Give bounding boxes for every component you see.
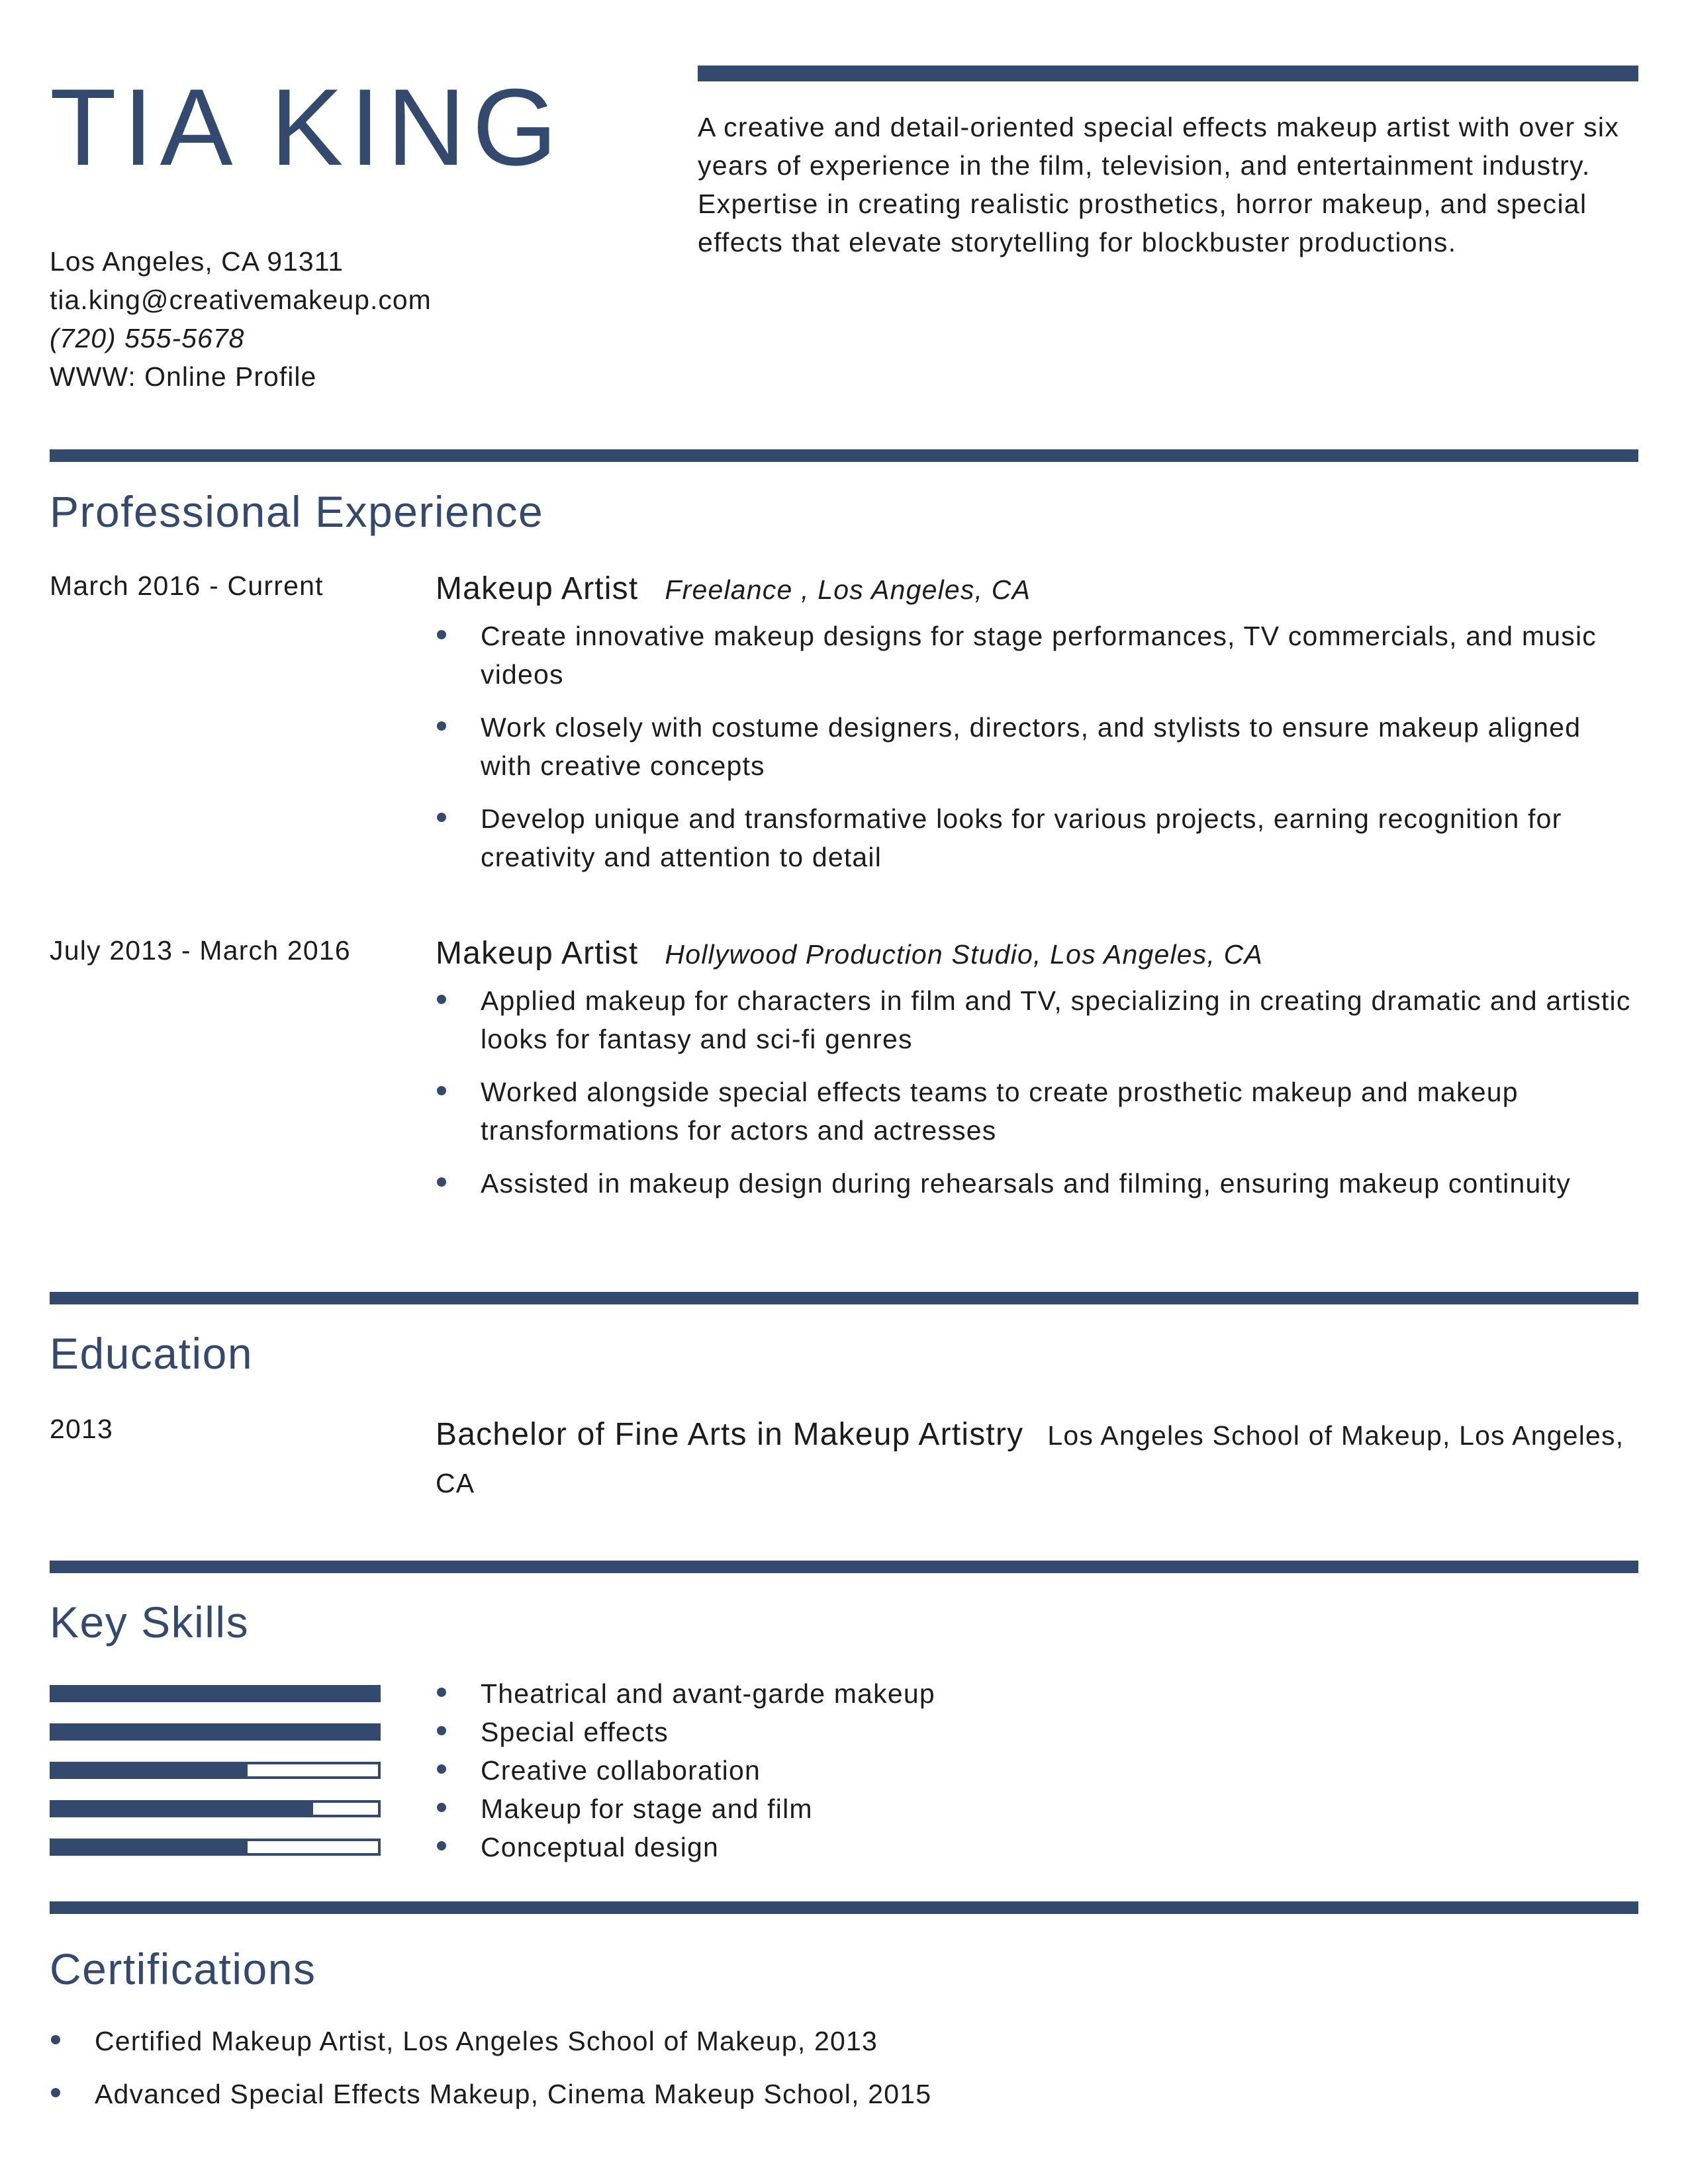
education-entry [436,1411,1638,1507]
job-title: Makeup Artist [436,936,639,971]
bullet-icon [437,1841,446,1850]
section-divider [50,1901,1638,1914]
education-year: 2013 [50,1414,114,1444]
job-entry [436,935,1638,1217]
bullet-icon [437,1726,446,1735]
job-dates: July 2013 - March 2016 [50,935,351,966]
education-section-title: Education [50,1329,254,1378]
skill-level-bar [50,1723,381,1741]
job-title: Makeup Artist [436,571,639,606]
degree-name: Bachelor of Fine Arts in Makeup Artistry [436,1417,1024,1452]
skill-level-bar [50,1762,381,1779]
email-link[interactable]: tia.king@creativemakeup.com [50,285,432,315]
professional-summary: A creative and detail-oriented special effects makeup artist with over six years of experience in the film, television, and entertainment industry. Expertise in creating realistic prosthetics, horror makeup, and special effects that elevate storytelling for blockbuster productions. [698,112,1620,257]
address: Los Angeles, CA 91311 [50,246,344,277]
job-company: Freelance , Los Angeles, CA [665,574,1031,605]
skills-list [436,1674,935,1866]
job-bullet: Worked alongside special effects teams to create prosthetic makeup and makeup transformations for actors and actresses [436,1073,1638,1150]
bullet-icon [437,995,446,1004]
job-company: Hollywood Production Studio, Los Angeles, CA [665,939,1264,970]
skill-level-bar [50,1685,381,1702]
bullet-icon [437,1177,446,1187]
skill-level-bar [50,1839,381,1856]
bullet-icon [437,1086,446,1095]
job-dates: March 2016 - Current [50,570,324,601]
summary-divider [698,66,1638,81]
school-name: Los Angeles School of Makeup, Los Angeles, CA [436,1420,1624,1498]
skills-section-title: Key Skills [50,1598,250,1647]
job-bullet: Create innovative makeup designs for stage performances, TV commercials, and music videos [436,617,1638,694]
bullet-icon [437,630,446,639]
section-divider [50,1292,1638,1304]
skill-bars [50,1685,381,1877]
section-divider [50,1561,1638,1573]
bullet-icon [437,1688,446,1697]
bullet-icon [437,1764,446,1774]
bullet-icon [437,721,446,731]
certification-item: Certified Makeup Artist, Los Angeles School of Makeup, 2013 [50,2022,931,2060]
bullet-icon [51,2035,60,2044]
certification-item: Advanced Special Effects Makeup, Cinema Makeup School, 2015 [50,2075,931,2113]
skill-item: Special effects [436,1713,935,1751]
skill-item: Theatrical and avant-garde makeup [436,1674,935,1713]
bullet-icon [437,813,446,822]
experience-section-title: Professional Experience [50,487,544,536]
job-entry [436,570,1638,891]
skill-item: Makeup for stage and film [436,1790,935,1828]
website-link[interactable]: WWW: Online Profile [50,361,317,392]
job-bullet: Assisted in makeup design during rehearsals and filming, ensuring makeup continuity [436,1164,1638,1203]
section-divider [50,449,1638,462]
candidate-name: TIA KING [50,66,564,188]
job-bullet: Develop unique and transformative looks for various projects, earning recognition for creativity and attention to detail [436,799,1638,876]
contact-block [50,242,432,396]
bullet-icon [51,2088,60,2097]
certifications-list [50,2022,931,2128]
job-bullet: Applied makeup for characters in film and TV, specializing in creating dramatic and artistic looks for fantasy and sci-fi genres [436,981,1638,1058]
bullet-icon [437,1803,446,1812]
job-bullet: Work closely with costume designers, directors, and stylists to ensure makeup aligned with creative concepts [436,708,1638,785]
skill-level-bar [50,1800,381,1817]
certifications-section-title: Certifications [50,1944,316,1993]
skill-item: Creative collaboration [436,1751,935,1790]
phone-number: (720) 555-5678 [50,323,245,353]
skill-item: Conceptual design [436,1828,935,1866]
